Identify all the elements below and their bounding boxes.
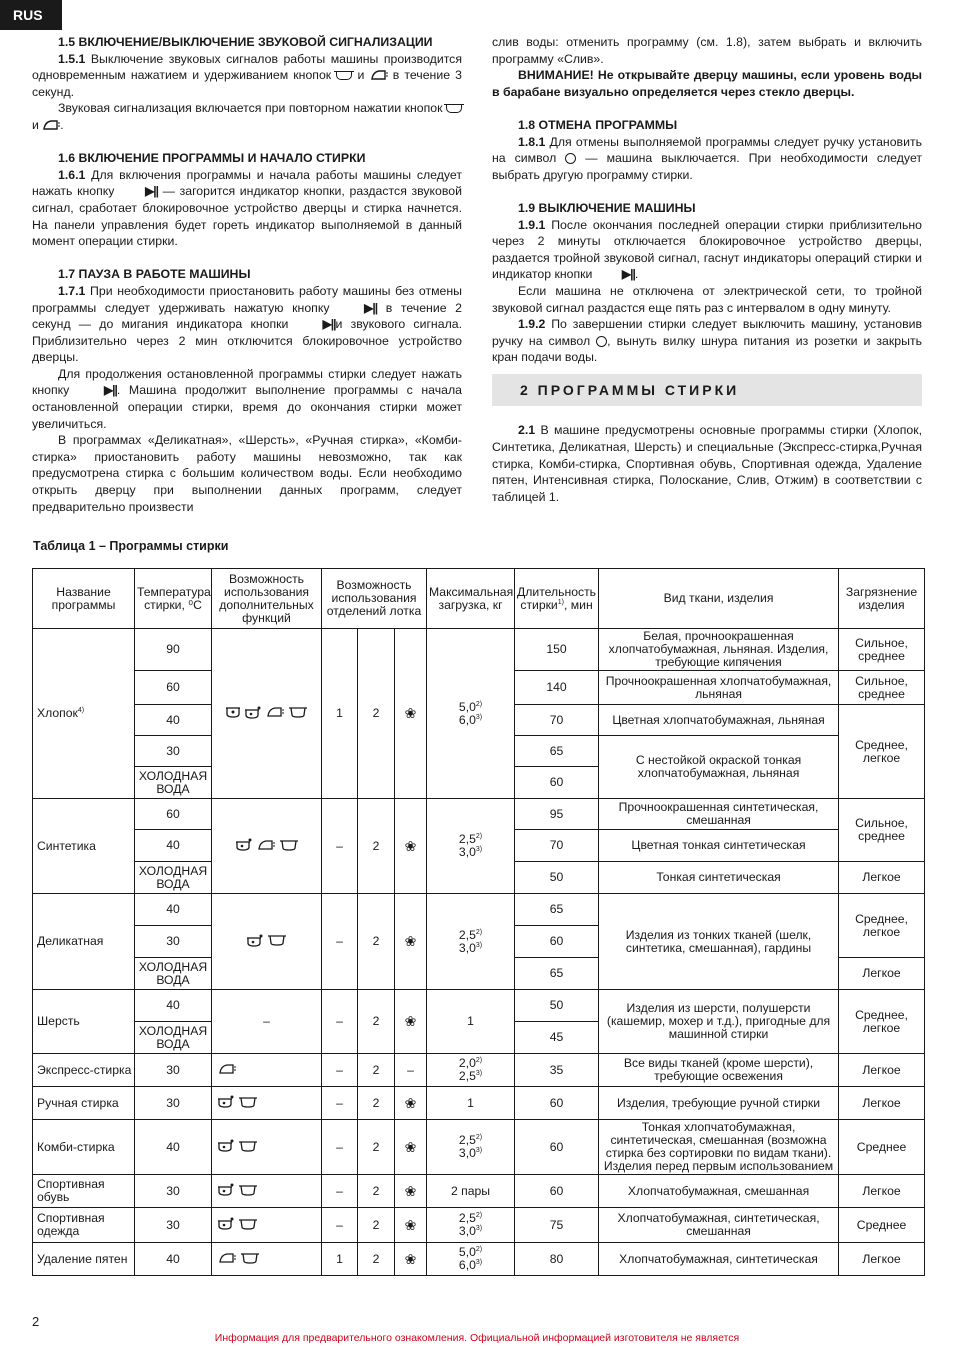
tray-1-cell: –: [322, 799, 358, 894]
left-column: [32, 34, 462, 515]
paragraph-1-6-1: 1.6.1 Для включения программы и начала работы машины следует нажать кнопку ▶|| — загорится индикатор кнопки, раздастся звуковой сигнал, сработает блокировочное устройство дверцы и стирка начнется. На панели управления будет гореть индикатор выполняемой в данный момент операции стирки.: [32, 167, 462, 249]
tray-1-cell: –: [322, 1054, 358, 1087]
tray-1-cell: –: [322, 990, 358, 1054]
tub-icon: [239, 1184, 257, 1196]
fabric-cell: Прочноокрашенная хлопчатобумажная, льняная: [599, 671, 839, 705]
header-soil: Загрязнение изделия: [839, 569, 925, 629]
load-cell: 2,5$^{2)}$ 3,0$^{3)}$: [427, 799, 515, 894]
tray-2-cell: 2: [358, 1087, 395, 1120]
temp-cell: 40: [135, 1120, 212, 1175]
table-header-row: [33, 569, 925, 629]
duration-cell: 60: [515, 1120, 599, 1175]
prewash-icon: [218, 1139, 234, 1152]
prewash-icon: [245, 706, 261, 719]
paragraph-1-5-2: Звуковая сигнализация включается при повторном нажатии кнопок и .: [32, 100, 462, 133]
soil-cell: Среднее, легкое: [839, 705, 925, 799]
duration-cell: 60: [515, 1175, 599, 1208]
load-cell: 1: [427, 990, 515, 1054]
prewash-icon: [218, 1217, 234, 1230]
program-name: Деликатная: [33, 894, 135, 990]
temp-cell: 40: [135, 705, 212, 736]
load-cell: 2,0$^{2)}$ 2,5$^{3)}$: [427, 1054, 515, 1087]
tray-2-cell: 2: [358, 1054, 395, 1087]
header-tray: Возможность использования отделений лотка: [322, 569, 427, 629]
tray-2-cell: 2: [358, 1120, 395, 1175]
table-row: [33, 1054, 925, 1087]
soil-cell: Легкое: [839, 1243, 925, 1276]
table-row: [33, 629, 925, 671]
fabric-softener-icon: ❀: [395, 629, 427, 799]
functions-cell: [212, 1208, 322, 1243]
paragraph-1-7-3: В программах «Деликатная», «Шерсть», «Ручная стирка», «Комби-стирка» приостановить работу машины невозможно, так как предусмотрена стирка с большим количеством воды. Если необходимо открыть дверцу при выполнении данных программ, следует предварительно произвести: [32, 433, 462, 514]
temp-cell: ХОЛОДНАЯ ВОДА: [135, 862, 212, 894]
fabric-cell: Белая, прочноокрашенная хлопчатобумажная, льняная. Изделия, требующие кипячения: [599, 629, 839, 671]
table-row: [33, 1175, 925, 1208]
tray-1-cell: –: [322, 1120, 358, 1175]
temp-cell: 30: [135, 736, 212, 767]
duration-cell: 60: [515, 926, 599, 958]
off-circle-icon: [565, 153, 576, 164]
temp-cell: 90: [135, 629, 212, 671]
functions-cell: –: [212, 990, 322, 1054]
duration-cell: 45: [515, 1022, 599, 1054]
program-name: Хлопок$^{4)}$: [33, 629, 135, 799]
fabric-softener-icon: ❀: [395, 1120, 427, 1175]
tray-1-cell: –: [322, 894, 358, 990]
program-name: Шерсть: [33, 990, 135, 1054]
duration-cell: 50: [515, 862, 599, 894]
header-load: Максимальная загрузка, кг: [427, 569, 515, 629]
tub-icon: [239, 1140, 257, 1152]
fabric-softener-icon: ❀: [395, 1175, 427, 1208]
tray-1-cell: –: [322, 1087, 358, 1120]
paragraph-1-5-1: 1.5.1 Выключение звуковых сигналов работы машины производится одновременным нажатием и удерживанием кнопок и в течение 3 секунд.: [32, 51, 463, 99]
functions-cell: [212, 1243, 322, 1276]
duration-cell: 65: [515, 958, 599, 990]
temp-cell: 30: [135, 1087, 212, 1120]
soil-cell: Сильное, среднее: [839, 799, 925, 862]
tray-2-cell: 2: [358, 990, 395, 1054]
play-pause-icon: ▶||: [621, 267, 635, 282]
page-number: 2: [32, 1314, 40, 1329]
paragraph-1-8-1: 1.8.1 Для отмены выполняемой программы следует ручку установить на символ — машина выключается. При необходимости следует выбрать другую программу стирки.: [492, 134, 923, 182]
section-1-6-title: 1.6 ВКЛЮЧЕНИЕ ПРОГРАММЫ И НАЧАЛО СТИРКИ: [58, 151, 366, 166]
tray-2-cell: 2: [358, 894, 395, 990]
load-cell: 2,5$^{2)}$ 3,0$^{3)}$: [427, 894, 515, 990]
soil-cell: Среднее: [839, 1120, 925, 1175]
iron-icon: [218, 1063, 236, 1075]
duration-cell: 50: [515, 990, 599, 1022]
fabric-cell: Цветная хлопчатобумажная, льняная: [599, 705, 839, 736]
language-tab: RUS: [0, 0, 62, 30]
fabric-softener-icon: ❀: [395, 990, 427, 1054]
fabric-cell: Хлопчатобумажная, синтетическая: [599, 1243, 839, 1276]
paragraph-2-1: 2.1 В машине предусмотрены основные программы стирки (Хлопок, Синтетика, Деликатная, Шерсть) и специальные (Экспресс-стирка,Ручная стирка, Комби-стирка, Спортивная обувь, Спортивная одежда, Удаление пятен, Интенсивная стирка, Полоскание, Слив, Отжим) в соответствии с таблицей 1.: [492, 423, 922, 504]
temp-cell: ХОЛОДНАЯ ВОДА: [135, 767, 212, 799]
tub-icon: [289, 706, 307, 718]
soil-cell: Сильное, среднее: [839, 671, 925, 705]
fabric-cell: Цветная тонкая синтетическая: [599, 830, 839, 862]
temp-cell: 40: [135, 830, 212, 862]
load-cell: 5,0$^{2)}$ 6,0$^{3)}$: [427, 629, 515, 799]
temp-cell: 40: [135, 894, 212, 926]
temp-cell: 30: [135, 1175, 212, 1208]
table-row: [33, 1243, 925, 1276]
soil-cell: Легкое: [839, 1087, 925, 1120]
duration-cell: 70: [515, 830, 599, 862]
play-pause-icon: ▶||: [145, 184, 159, 199]
program-name: Удаление пятен: [33, 1243, 135, 1276]
temp-cell: 60: [135, 671, 212, 705]
soil-cell: Среднее, легкое: [839, 894, 925, 958]
warning-text: ВНИМАНИЕ! Не открывайте дверцу машины, если уровень воды в барабане визуально определяется через стекло дверцы.: [492, 68, 922, 99]
paragraph-1-9-1: 1.9.1 После окончания последней операции стирки приблизительно через 2 минуты отключается блокировочное устройство дверцы, раздается тройной звуковой сигнал, гаснут индикаторы операций стирки и индикатор кнопки ▶||.: [492, 217, 922, 282]
functions-cell: [212, 1120, 322, 1175]
tub-icon: [280, 839, 298, 851]
tray-1-cell: 1: [322, 629, 358, 799]
fabric-cell: Хлопчатобумажная, синтетическая, смешанная: [599, 1208, 839, 1243]
functions-cell: [212, 1054, 322, 1087]
soil-cell: Сильное, среднее: [839, 629, 925, 671]
load-cell: 1: [427, 1087, 515, 1120]
prewash-icon: [236, 838, 252, 851]
fabric-softener-icon: ❀: [395, 894, 427, 990]
play-pause-icon: ▶||: [322, 317, 336, 332]
duration-cell: 150: [515, 629, 599, 671]
fabric-cell: Изделия из шерсти, полушерсти (кашемир, мохер и т.д.), пригодные для машинной стирки: [599, 990, 839, 1054]
functions-cell: [212, 1087, 322, 1120]
prewash-icon: [218, 1095, 234, 1108]
functions-cell: [212, 629, 322, 799]
paragraph-1-7-1: 1.7.1 При необходимости приостановить работу машины без отмены программы следует удерживать нажатую кнопку ▶|| в течение 2 секунд — до мигания индикатора кнопки ▶||и звукового сигнала. Приблизительно через 2 мин отключится блокировочное устройство дверцы.: [32, 283, 463, 365]
duration-cell: 60: [515, 1087, 599, 1120]
duration-cell: 75: [515, 1208, 599, 1243]
load-cell: 2 пары: [427, 1175, 515, 1208]
program-name: Спортивная одежда: [33, 1208, 135, 1243]
fabric-cell: Изделия из тонких тканей (шелк, синтетика, смешанная), гардины: [599, 894, 839, 990]
iron-icon: [218, 1252, 236, 1264]
table-row: [33, 1208, 925, 1243]
table-row: [33, 990, 925, 1022]
duration-cell: 95: [515, 799, 599, 830]
fabric-softener-icon: ❀: [395, 1243, 427, 1276]
program-name: Экспресс-стирка: [33, 1054, 135, 1087]
tray-2-cell: 2: [358, 1175, 395, 1208]
fabric-cell: С нестойкой окраской тонкая хлопчатобумажная, льняная: [599, 736, 839, 799]
right-column: [492, 34, 922, 505]
fabric-cell: Прочноокрашенная синтетическая, смешанная: [599, 799, 839, 830]
tray-1-cell: –: [322, 1208, 358, 1243]
program-name: Синтетика: [33, 799, 135, 894]
paragraph-1-9-1b: Если машина не отключена от электрической сети, то тройной звуковой сигнал раздастся еще пять раз с интервалом в одну минуту.: [492, 283, 922, 315]
prewash-icon: [218, 1183, 234, 1196]
soil-cell: Легкое: [839, 862, 925, 894]
tub-icon: [239, 1096, 257, 1108]
section-1-9-title: 1.9 ВЫКЛЮЧЕНИЕ МАШИНЫ: [518, 200, 696, 215]
header-fabric: Вид ткани, изделия: [599, 569, 839, 629]
functions-cell: [212, 1175, 322, 1208]
programs-table: [32, 568, 925, 1276]
load-cell: 5,0$^{2)}$ 6,0$^{3)}$: [427, 1243, 515, 1276]
temp-cell: 40: [135, 990, 212, 1022]
soil-cell: Легкое: [839, 1054, 925, 1087]
duration-cell: 80: [515, 1243, 599, 1276]
temp-cell: ХОЛОДНАЯ ВОДА: [135, 1022, 212, 1054]
iron-icon: [42, 119, 60, 131]
fabric-cell: Все виды тканей (кроме шерсти), требующие освежения: [599, 1054, 839, 1087]
temp-cell: 30: [135, 926, 212, 958]
tub-icon: [239, 1218, 257, 1230]
header-temp: Температура стирки, ⁰С: [135, 569, 212, 629]
table-row: [33, 894, 925, 926]
table-row: [33, 1087, 925, 1120]
tub-icon: [446, 104, 462, 113]
table-title: Таблица 1 – Программы стирки: [33, 539, 229, 553]
temp-cell: 40: [135, 1243, 212, 1276]
fabric-cell: Тонкая хлопчатобумажная, синтетическая, смешанная (возможна стирка без сортировки по видам ткани). Изделия перед первым использованием: [599, 1120, 839, 1175]
fabric-softener-icon: ❀: [395, 799, 427, 894]
header-functions: Возможность использования дополнительных функций: [212, 569, 322, 629]
soil-cell: Легкое: [839, 1175, 925, 1208]
tray-3-cell: –: [395, 1054, 427, 1087]
duration-cell: 65: [515, 736, 599, 767]
tray-2-cell: 2: [358, 1208, 395, 1243]
program-name: Спортивная обувь: [33, 1175, 135, 1208]
temp-cell: 60: [135, 799, 212, 830]
duration-cell: 35: [515, 1054, 599, 1087]
soil-cell: Среднее, легкое: [839, 990, 925, 1054]
tray-1-cell: –: [322, 1175, 358, 1208]
load-cell: 2,5$^{2)}$ 3,0$^{3)}$: [427, 1120, 515, 1175]
section-2-header: 2 ПРОГРАММЫ СТИРКИ: [492, 374, 922, 406]
temp-cell: 30: [135, 1054, 212, 1087]
fabric-softener-icon: ❀: [395, 1087, 427, 1120]
tray-2-cell: 2: [358, 629, 395, 799]
iron-icon: [266, 706, 284, 718]
section-1-5-title: 1.5 ВКЛЮЧЕНИЕ/ВЫКЛЮЧЕНИЕ ЗВУКОВОЙ СИГНАЛИЗАЦИИ: [58, 35, 433, 49]
soil-cell: Среднее: [839, 1208, 925, 1243]
play-pause-icon: ▶||: [364, 300, 378, 315]
program-name: Комби-стирка: [33, 1120, 135, 1175]
tray-2-cell: 2: [358, 1243, 395, 1276]
temp-cell: ХОЛОДНАЯ ВОДА: [135, 958, 212, 990]
duration-cell: 140: [515, 671, 599, 705]
tray-2-cell: 2: [358, 799, 395, 894]
prewash-icon: [247, 934, 263, 947]
table-row: [33, 799, 925, 830]
tub-icon: [336, 71, 352, 80]
iron-icon: [257, 839, 275, 851]
temp-cell: 30: [135, 1208, 212, 1243]
duration-cell: 60: [515, 767, 599, 799]
disclaimer: Информация для предварительного ознакомления. Официальной информацией изготовителя не является: [214, 1332, 740, 1344]
section-1-7-title: 1.7 ПАУЗА В РАБОТЕ МАШИНЫ: [58, 267, 251, 282]
header-name: Название программы: [33, 569, 135, 629]
paragraph-continuation: слив воды: отменить программу (см. 1.8), затем выбрать и включить программу «Слив».: [492, 35, 922, 66]
tray-1-cell: 1: [322, 1243, 358, 1276]
duration-cell: 65: [515, 894, 599, 926]
table-row: [33, 1120, 925, 1175]
stain-icon: [226, 706, 240, 718]
section-1-8-title: 1.8 ОТМЕНА ПРОГРАММЫ: [518, 117, 678, 132]
fabric-cell: Хлопчатобумажная, смешанная: [599, 1175, 839, 1208]
fabric-softener-icon: ❀: [395, 1208, 427, 1243]
functions-cell: [212, 799, 322, 894]
fabric-cell: Изделия, требующие ручной стирки: [599, 1087, 839, 1120]
soil-cell: Легкое: [839, 958, 925, 990]
load-cell: 2,5$^{2)}$ 3,0$^{3)}$: [427, 1208, 515, 1243]
tub-icon: [268, 934, 286, 946]
functions-cell: [212, 894, 322, 990]
off-circle-icon: [596, 336, 607, 347]
tub-icon: [241, 1252, 259, 1264]
iron-icon: [370, 69, 388, 81]
header-duration: Длительность стирки$^{1)}$, мин: [515, 569, 599, 629]
program-name: Ручная стирка: [33, 1087, 135, 1120]
fabric-cell: Тонкая синтетическая: [599, 862, 839, 894]
paragraph-1-9-2: 1.9.2 По завершении стирки следует выключить машину, установив ручку на символ , вынуть вилку шнура питания из розетки и закрыть кран подачи воды.: [492, 317, 922, 365]
play-pause-icon: ▶||: [103, 383, 117, 398]
duration-cell: 70: [515, 705, 599, 736]
paragraph-1-7-2: Для продолжения остановленной программы стирки следует нажать кнопку ▶||. Машина продолжит выполнение программы с начала остановленной операции стирки, время до окончания стирки может увеличиться.: [32, 366, 462, 431]
